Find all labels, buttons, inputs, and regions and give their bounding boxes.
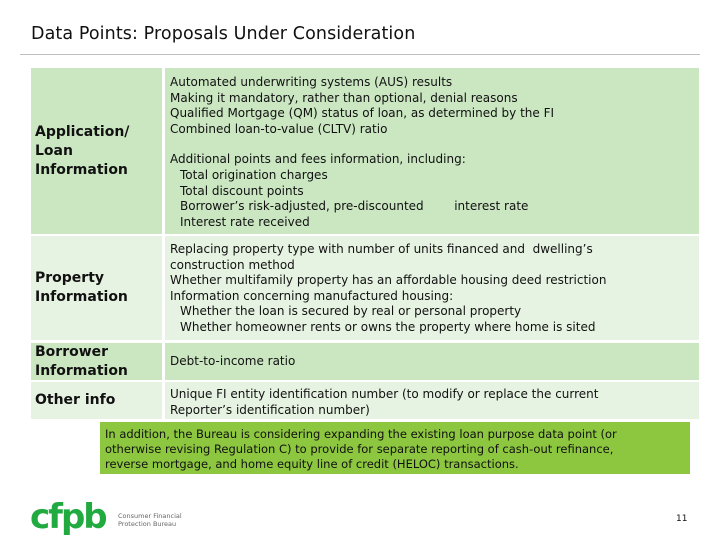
page-number: 11 <box>676 514 688 524</box>
list-item: Automated underwriting systems (AUS) results <box>170 75 453 89</box>
list-item: Unique FI entity identification number (to modify or replace the current <box>170 387 599 401</box>
logo-mark: cfpb <box>30 497 106 537</box>
note-line: reverse mortgage, and home equity line of credit (HELOC) transactions. <box>105 457 519 471</box>
row-label: Borrower Information <box>31 343 162 380</box>
list-item: Combined loan-to-value (CLTV) ratio <box>170 121 388 136</box>
list-subitem: Total discount points <box>180 183 304 198</box>
list-item: Replacing property type with number of units financed and dwelling’s <box>170 242 593 256</box>
row-label: Application/ Loan Information <box>31 68 162 234</box>
logo-text: Consumer Financial Protection Bureau <box>118 512 182 528</box>
table-row-borrower <box>31 343 699 380</box>
list-item: Additional points and fees information, including: <box>170 152 466 167</box>
table-row-application-loan <box>31 68 699 234</box>
row-label: Other info <box>31 382 162 419</box>
row-content <box>165 68 699 234</box>
page-title: Data Points: Proposals Under Consideration <box>31 24 416 44</box>
list-item: Whether multifamily property has an affordable housing deed restriction <box>170 273 607 288</box>
list-item: Debt-to-income ratio <box>170 353 296 368</box>
list-subitem: Borrower’s risk-adjusted, pre-discounted interest rate <box>180 199 529 214</box>
list-item: Making it mandatory, rather than optional, denial reasons <box>170 90 518 105</box>
row-content <box>165 382 699 419</box>
table-row-other <box>31 382 699 419</box>
note-line: In addition, the Bureau is considering expanding the existing loan purpose data point (or <box>105 427 617 441</box>
note-callout <box>100 422 690 474</box>
list-subitem: Total origination charges <box>180 167 328 182</box>
cfpb-logo <box>30 497 182 537</box>
list-item: Information concerning manufactured housing: <box>170 288 454 303</box>
row-content <box>165 236 699 340</box>
list-subitem: Whether homeowner rents or owns the property where home is sited <box>180 319 596 334</box>
list-item: Reporter’s identification number) <box>170 402 370 417</box>
note-line: otherwise revising Regulation C) to provide for separate reporting of cash-out refinance, <box>105 442 614 456</box>
list-item: construction method <box>170 257 295 272</box>
row-label: Property Information <box>31 236 162 340</box>
title-divider <box>20 54 700 55</box>
list-subitem: Interest rate received <box>180 214 310 229</box>
table-row-property <box>31 236 699 340</box>
list-subitem: Whether the loan is secured by real or personal property <box>180 304 522 319</box>
list-item: Qualified Mortgage (QM) status of loan, as determined by the FI <box>170 106 555 121</box>
row-content <box>165 343 699 380</box>
